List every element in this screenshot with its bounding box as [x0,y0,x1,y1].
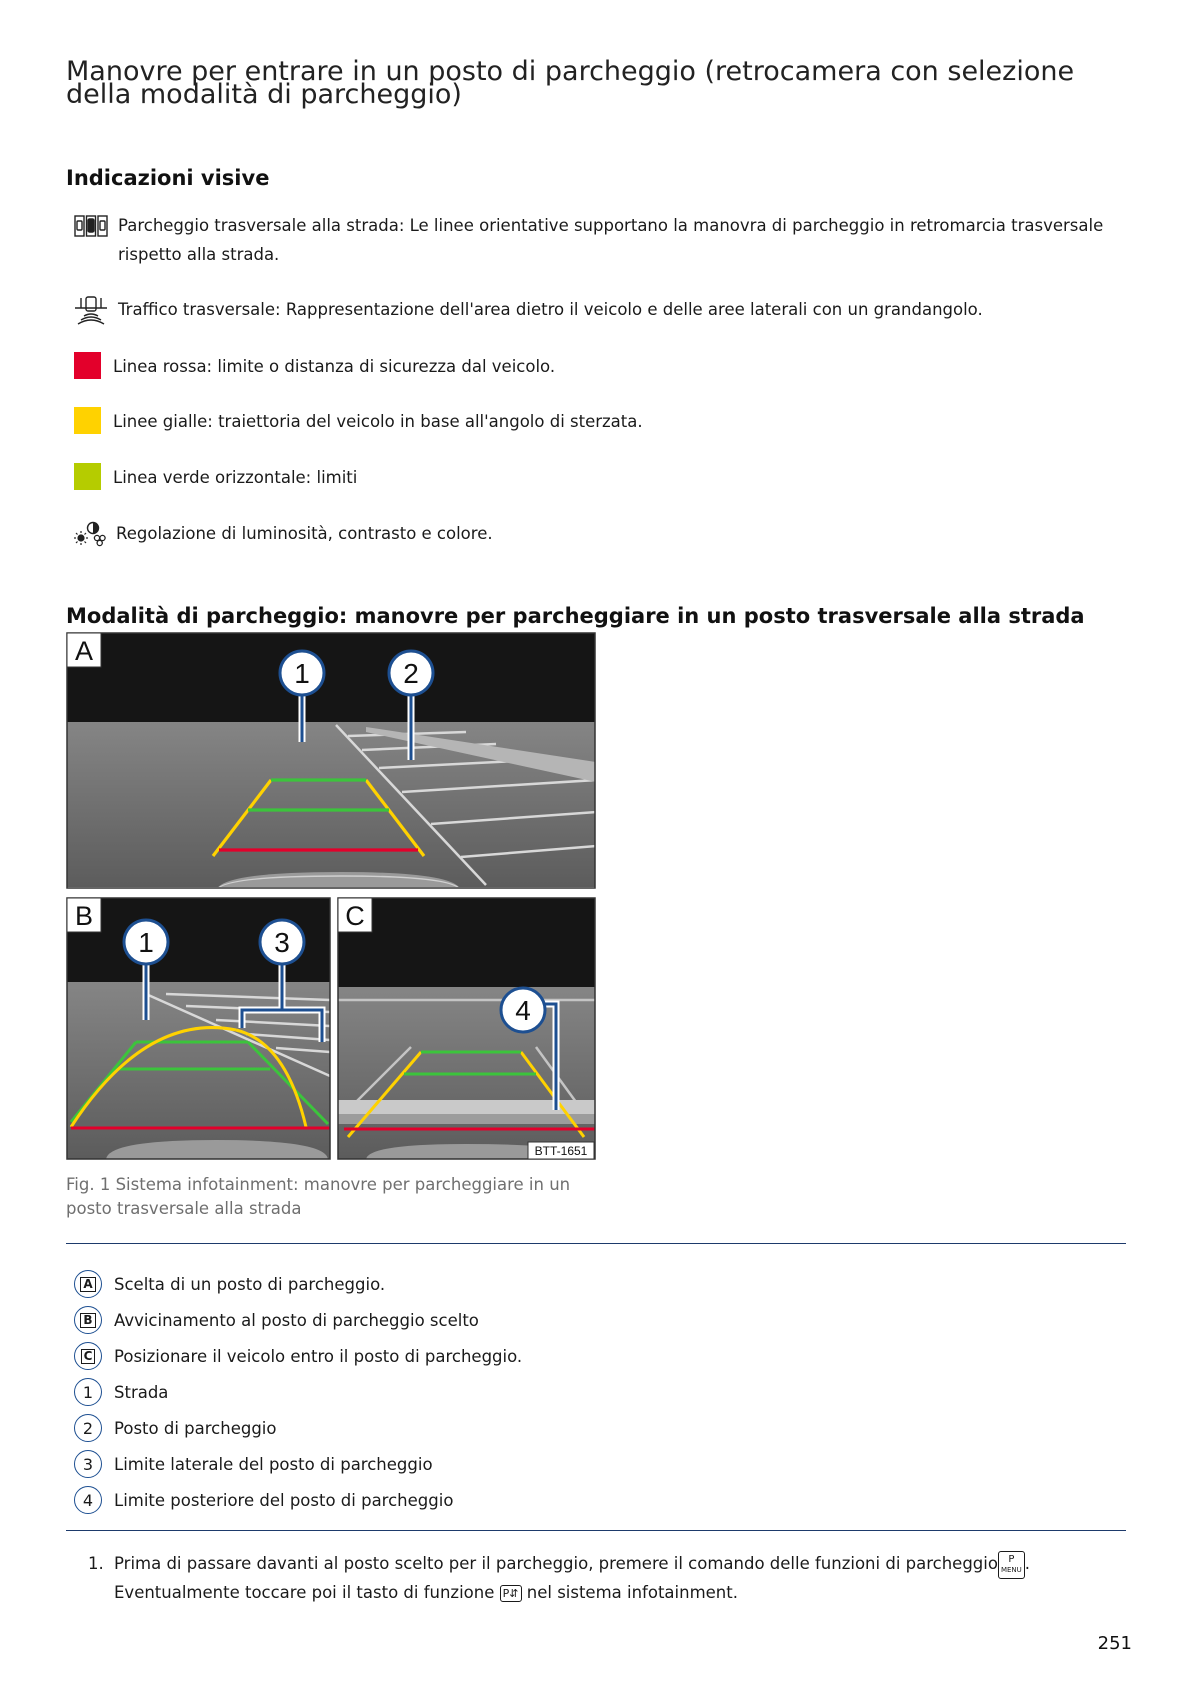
key-text: Limite laterale del posto di parcheggio [114,1454,433,1474]
key-text: Scelta di un posto di parcheggio. [114,1274,386,1294]
key-row-a [74,1268,385,1300]
callout-4-c [501,988,545,1032]
step-number: 1. [88,1554,104,1573]
key-row-4 [74,1484,453,1516]
callout-3-b [260,920,304,964]
legend-text: Traffico trasversale: Rappresentazione dell'area dietro il veicolo e delle aree laterali con un grandangolo. [118,300,983,319]
key-badge-2: 2 [74,1414,102,1442]
key-text: Posizionare il veicolo entro il posto di parcheggio. [114,1346,523,1366]
figure-code: BTT-1651 [534,1144,588,1158]
legend-item-green-line [74,463,357,492]
key-row-1 [74,1376,168,1408]
legend-text: Linee gialle: traiettoria del veicolo in base all'angolo di sterzata. [113,412,643,431]
key-badge-1: 1 [74,1378,102,1406]
section-heading-parking: Modalità di parcheggio: manovre per parcheggiare in un posto trasversale alla strada [66,604,1085,628]
legend-item-yellow-lines [74,407,643,436]
divider [66,1243,1126,1244]
green-swatch [74,463,101,490]
divider [66,1530,1126,1531]
cross-traffic-icon [74,295,108,325]
legend-text: Regolazione di luminosità, contrasto e colore. [116,524,493,543]
key-badge-4: 4 [74,1486,102,1514]
parking-menu-button-icon: P MENU [998,1551,1025,1579]
panel-c-label: C [345,901,365,931]
step-text-line2: Eventualmente toccare poi il tasto di funzione [114,1582,495,1602]
yellow-swatch [74,407,101,434]
legend-text: Linea verde orizzontale: limiti [113,468,358,487]
page-title: Manovre per entrare in un posto di parcheggio (retrocamera con selezione della modalità di parcheggio) [66,56,1075,110]
svg-text:3: 3 [274,927,290,958]
callout-2-a [389,651,433,695]
step-1: 1. Prima di passare davanti al posto scelto per il parcheggio, premere il comando delle funzioni di parcheggio P MENU . Eventualmente toccare poi il tasto di funzione P⇵ nel sistema infotainment. [88,1550,1088,1607]
legend-item-cross-parking [74,211,1114,269]
key-badge-3: 3 [74,1450,102,1478]
figure-caption: Fig. 1 Sistema infotainment: manovre per parcheggiare in un posto trasversale alla strada [66,1175,571,1218]
callout-1-b [124,920,168,964]
figure-illustration [66,632,596,1160]
step-text-line1: Prima di passare davanti al posto scelto per il parcheggio, premere il comando delle funzioni di parcheggio [114,1554,998,1573]
key-badge-a: A [74,1270,102,1298]
brightness-contrast-color-icon [74,519,106,547]
legend-item-cross-traffic [74,295,983,325]
svg-text:1: 1 [138,927,154,958]
section-heading-visual: Indicazioni visive [66,166,270,190]
callout-1-a [280,651,324,695]
svg-text:4: 4 [515,995,531,1026]
parking-function-key-icon: P⇵ [500,1585,522,1602]
legend-item-red-line [74,352,555,381]
legend-text: Parcheggio trasversale alla strada: Le linee orientative supportano la manovra di parcheggio in retromarcia trasversale rispetto alla strada. [118,216,1104,264]
legend-item-brightness [74,519,493,548]
panel-a-scene [66,632,596,892]
legend-text: Linea rossa: limite o distanza di sicurezza dal veicolo. [113,357,556,376]
key-text: Avvicinamento al posto di parcheggio scelto [114,1310,479,1330]
key-badge-b: B [74,1306,102,1334]
key-badge-c: C [74,1342,102,1370]
key-row-3 [74,1448,433,1480]
key-text: Posto di parcheggio [114,1418,277,1438]
key-row-b [74,1304,479,1336]
red-swatch [74,352,101,379]
panel-b-label: B [74,901,94,931]
key-row-c [74,1340,522,1372]
panel-a-label: A [74,636,94,666]
svg-text:2: 2 [403,658,419,689]
key-text: Limite posteriore del posto di parcheggio [114,1490,454,1510]
page-number: 251 [1097,1633,1132,1654]
key-row-2 [74,1412,276,1444]
key-text: Strada [114,1382,169,1402]
parking-camera-figure [66,632,596,1160]
svg-text:1: 1 [294,658,310,689]
cross-parking-icon [74,215,108,239]
